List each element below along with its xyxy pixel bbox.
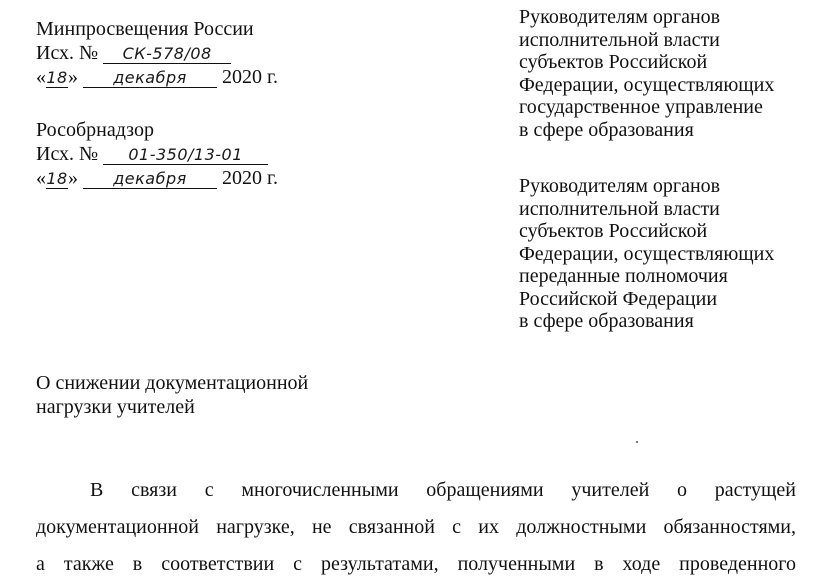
addressee-block-state-governance <box>519 6 774 141</box>
subject-line: О снижении документационной <box>36 372 309 394</box>
sender-block-minprosveshcheniya <box>36 17 278 89</box>
addressee-line: государственное управление <box>519 96 763 118</box>
addressee-line: исполнительной власти <box>519 197 720 220</box>
letter-subject <box>36 371 308 419</box>
sender-org-name: Минпросвещения России <box>36 18 254 40</box>
addressee-line: Руководителям органов <box>519 6 721 28</box>
date-quote-close: » <box>68 167 78 189</box>
sender-date-line <box>36 166 278 190</box>
addressee-line: субъектов Российской <box>519 51 708 73</box>
body-line: документационной нагрузке, не связанной с их должностными обязанностями, <box>36 516 796 538</box>
handwritten-ref-number: 01-350/13-01 <box>103 146 268 165</box>
body-line: а также в соответствии с результатами, полученными в ходе проведенного <box>36 553 796 575</box>
addressee-block-delegated-powers <box>519 175 774 333</box>
scan-speck <box>636 441 638 443</box>
sender-ref-line <box>36 41 278 65</box>
date-quote-open: « <box>36 167 46 189</box>
sender-ref-line <box>36 142 278 166</box>
addressee-line: Руководителям органов <box>519 175 721 197</box>
date-quote-close: » <box>68 66 78 88</box>
body-line: В связи с многочисленными обращениями учителей о растущей <box>90 479 796 501</box>
sender-date-line <box>36 65 278 89</box>
handwritten-month: декабря <box>83 170 217 189</box>
addressee-line: в сфере образования <box>519 310 694 332</box>
sender-org-name: Рособрнадзор <box>36 119 154 141</box>
addressee-line: переданные полномочия <box>519 265 728 287</box>
handwritten-day: 18 <box>46 68 68 87</box>
subject-line: нагрузки учителей <box>36 396 195 418</box>
date-quote-open: « <box>36 66 46 88</box>
handwritten-month: декабря <box>83 69 217 88</box>
addressee-line: исполнительной власти <box>519 28 720 51</box>
addressee-line: Российской Федерации <box>519 287 718 310</box>
date-year: 2020 г. <box>222 167 278 189</box>
addressee-line: субъектов Российской <box>519 220 708 242</box>
addressee-line: Федерации, осуществляющих <box>519 242 775 265</box>
handwritten-ref-number: СК-578/08 <box>103 45 231 64</box>
ref-label: Исх. № <box>36 42 99 64</box>
date-year: 2020 г. <box>222 66 278 88</box>
sender-block-rosobrnadzor <box>36 118 278 190</box>
handwritten-day: 18 <box>46 169 68 188</box>
addressee-line: в сфере образования <box>519 118 694 141</box>
letter-body <box>36 472 796 583</box>
addressee-line: Федерации, осуществляющих <box>519 73 775 96</box>
ref-label: Исх. № <box>36 143 99 165</box>
